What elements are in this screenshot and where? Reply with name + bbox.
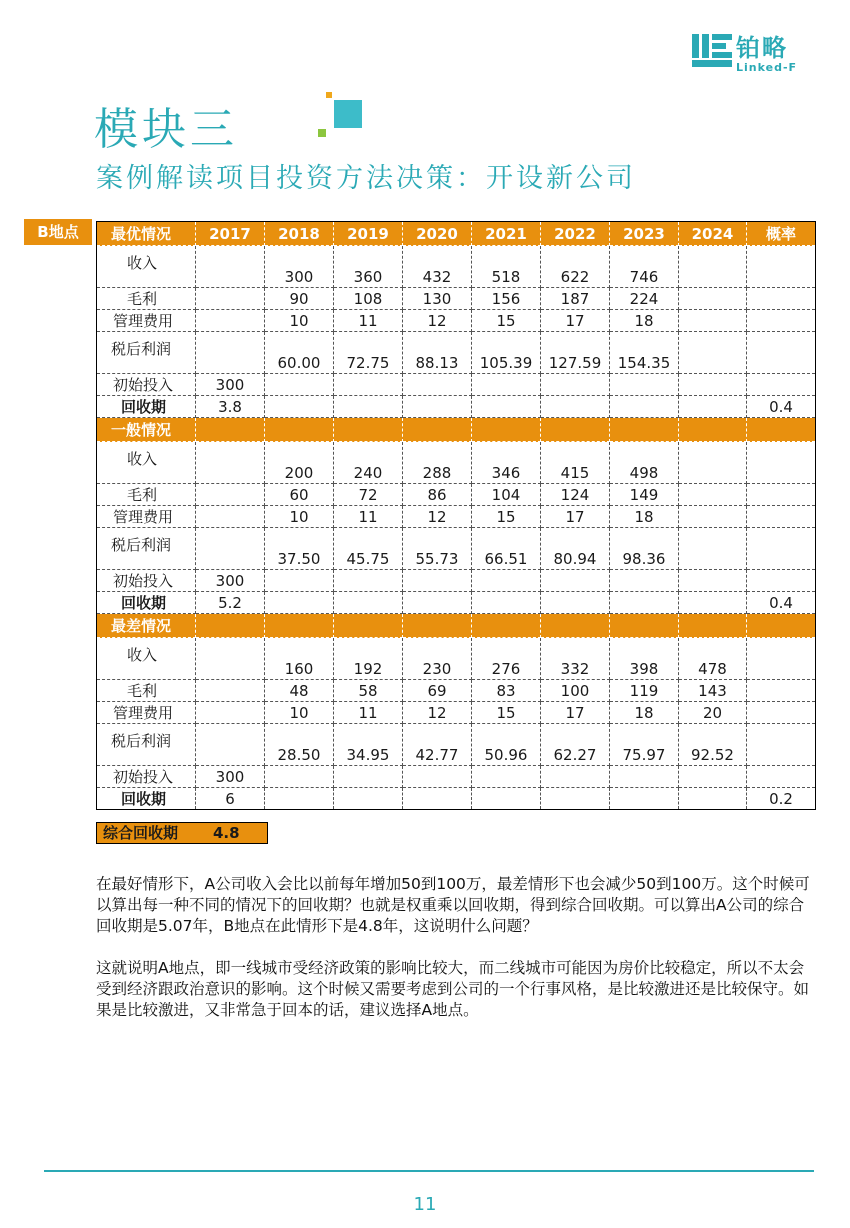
sub-title: 案例解读项目投资方法决策：开设新公司	[96, 163, 636, 194]
year-header	[472, 614, 541, 638]
value-cell: 60	[265, 484, 334, 506]
payback-value: 5.2	[196, 592, 265, 614]
empty-cell	[541, 592, 610, 614]
decor-square-teal	[334, 100, 362, 128]
location-label: B地点	[24, 219, 92, 245]
logo-text-en: Linked-F	[736, 61, 798, 74]
empty-cell	[472, 396, 541, 418]
value-cell	[679, 332, 747, 374]
value-cell	[196, 310, 265, 332]
value-cell: 15	[472, 702, 541, 724]
value-cell: 300	[196, 374, 265, 396]
year-header	[679, 614, 747, 638]
year-header: 2024	[679, 222, 747, 246]
empty-cell	[747, 484, 816, 506]
value-cell: 124	[541, 484, 610, 506]
value-cell	[679, 442, 747, 484]
combined-payback-label: 综合回收期	[103, 824, 179, 842]
empty-cell	[747, 724, 816, 766]
value-cell	[196, 638, 265, 680]
year-header	[610, 418, 679, 442]
empty-cell	[747, 374, 816, 396]
table-row	[97, 638, 816, 680]
value-cell: 15	[472, 310, 541, 332]
value-cell: 288	[403, 442, 472, 484]
value-cell: 12	[403, 310, 472, 332]
row-label: 收入	[97, 638, 196, 680]
value-cell: 55.73	[403, 528, 472, 570]
value-cell: 300	[265, 246, 334, 288]
value-cell: 12	[403, 506, 472, 528]
value-cell: 86	[403, 484, 472, 506]
value-cell: 50.96	[472, 724, 541, 766]
empty-cell	[610, 766, 679, 788]
empty-cell	[679, 766, 747, 788]
table-row	[97, 766, 816, 788]
year-header: 2018	[265, 222, 334, 246]
brand-logo	[692, 34, 812, 74]
empty-cell	[747, 310, 816, 332]
empty-cell	[265, 592, 334, 614]
year-header: 2019	[334, 222, 403, 246]
value-cell	[679, 528, 747, 570]
year-header	[265, 418, 334, 442]
value-cell: 62.27	[541, 724, 610, 766]
empty-cell	[403, 396, 472, 418]
empty-cell	[541, 396, 610, 418]
table-row	[97, 592, 816, 614]
value-cell	[679, 310, 747, 332]
row-label: 管理费用	[97, 702, 196, 724]
empty-cell	[679, 374, 747, 396]
empty-cell	[747, 702, 816, 724]
empty-cell	[265, 374, 334, 396]
empty-cell	[472, 570, 541, 592]
value-cell: 72	[334, 484, 403, 506]
value-cell: 100	[541, 680, 610, 702]
value-cell: 360	[334, 246, 403, 288]
paragraph-1: 在最好情形下，A公司收入会比以前每年增加50到100万，最差情形下也会减少50到100万。这个时候可以算出每一种不同的情况下的回收期？也就是权重乘以回收期，得到综合回收期。可以算出A公司的综合回收期是5.07年，B地点在此情形下是4.8年，这说明什么问题？	[96, 875, 810, 935]
row-label: 税后利润	[97, 332, 196, 374]
footer-divider	[44, 1170, 814, 1172]
empty-cell	[472, 374, 541, 396]
empty-cell	[334, 766, 403, 788]
section-title: 最优情况	[97, 222, 196, 246]
value-cell: 75.97	[610, 724, 679, 766]
empty-cell	[403, 374, 472, 396]
value-cell: 108	[334, 288, 403, 310]
section-header-row	[97, 418, 816, 442]
empty-cell	[747, 638, 816, 680]
empty-cell	[610, 374, 679, 396]
row-label: 毛利	[97, 484, 196, 506]
value-cell: 398	[610, 638, 679, 680]
value-cell: 17	[541, 702, 610, 724]
value-cell: 60.00	[265, 332, 334, 374]
row-label: 回收期	[97, 788, 196, 810]
table-row	[97, 288, 816, 310]
value-cell	[196, 702, 265, 724]
row-label: 初始投入	[97, 766, 196, 788]
table-row	[97, 484, 816, 506]
value-cell	[196, 528, 265, 570]
value-cell: 432	[403, 246, 472, 288]
empty-cell	[541, 788, 610, 810]
value-cell: 276	[472, 638, 541, 680]
value-cell: 90	[265, 288, 334, 310]
empty-cell	[747, 766, 816, 788]
value-cell: 18	[610, 702, 679, 724]
year-header: 2017	[196, 222, 265, 246]
row-label: 毛利	[97, 680, 196, 702]
value-cell: 224	[610, 288, 679, 310]
empty-cell	[403, 766, 472, 788]
value-cell: 48	[265, 680, 334, 702]
module-title: 模块三	[94, 104, 238, 155]
row-label: 初始投入	[97, 374, 196, 396]
value-cell	[196, 442, 265, 484]
value-cell: 15	[472, 506, 541, 528]
value-cell: 92.52	[679, 724, 747, 766]
section-title: 最差情况	[97, 614, 196, 638]
payback-value: 6	[196, 788, 265, 810]
empty-cell	[334, 570, 403, 592]
row-label: 收入	[97, 246, 196, 288]
value-cell: 746	[610, 246, 679, 288]
value-cell: 88.13	[403, 332, 472, 374]
payback-value: 3.8	[196, 396, 265, 418]
empty-cell	[679, 396, 747, 418]
value-cell: 105.39	[472, 332, 541, 374]
table-row	[97, 442, 816, 484]
value-cell	[679, 506, 747, 528]
year-header: 2022	[541, 222, 610, 246]
row-label: 管理费用	[97, 310, 196, 332]
value-cell: 11	[334, 702, 403, 724]
paragraph-2: 这就说明A地点，即一线城市受经济政策的影响比较大，而二线城市可能因为房价比较稳定，所以不太会受到经济跟政治意识的影响。这个时候又需要考虑到公司的一个行事风格，是比较激进还是比较保守。如果是比较激进，又非常急于回本的话，建议选择A地点。	[96, 959, 810, 1019]
year-header	[541, 614, 610, 638]
value-cell	[679, 288, 747, 310]
table-row	[97, 506, 816, 528]
value-cell	[196, 506, 265, 528]
empty-cell	[334, 592, 403, 614]
value-cell: 104	[472, 484, 541, 506]
value-cell	[679, 246, 747, 288]
empty-cell	[747, 246, 816, 288]
row-label: 收入	[97, 442, 196, 484]
year-header	[472, 418, 541, 442]
value-cell: 478	[679, 638, 747, 680]
year-header	[196, 418, 265, 442]
value-cell: 72.75	[334, 332, 403, 374]
empty-cell	[610, 570, 679, 592]
value-cell: 192	[334, 638, 403, 680]
value-cell: 346	[472, 442, 541, 484]
empty-cell	[747, 680, 816, 702]
probability-value: 0.2	[747, 788, 816, 810]
probability-header	[747, 418, 816, 442]
empty-cell	[679, 570, 747, 592]
value-cell	[196, 680, 265, 702]
table-row	[97, 702, 816, 724]
value-cell: 300	[196, 766, 265, 788]
value-cell	[196, 332, 265, 374]
table-row	[97, 528, 816, 570]
year-header	[265, 614, 334, 638]
probability-value: 0.4	[747, 396, 816, 418]
table-row	[97, 374, 816, 396]
value-cell: 154.35	[610, 332, 679, 374]
empty-cell	[610, 788, 679, 810]
value-cell	[679, 484, 747, 506]
year-header: 2020	[403, 222, 472, 246]
value-cell: 160	[265, 638, 334, 680]
empty-cell	[747, 528, 816, 570]
decor-square-green	[318, 129, 326, 137]
value-cell: 98.36	[610, 528, 679, 570]
value-cell: 45.75	[334, 528, 403, 570]
empty-cell	[747, 506, 816, 528]
row-label: 管理费用	[97, 506, 196, 528]
value-cell	[196, 246, 265, 288]
payback-table	[96, 221, 816, 810]
logo-text-cn: 铂略	[736, 34, 788, 62]
empty-cell	[334, 396, 403, 418]
value-cell: 518	[472, 246, 541, 288]
table-row	[97, 246, 816, 288]
row-label: 初始投入	[97, 570, 196, 592]
value-cell: 11	[334, 310, 403, 332]
value-cell: 200	[265, 442, 334, 484]
value-cell: 66.51	[472, 528, 541, 570]
year-header	[334, 418, 403, 442]
value-cell: 42.77	[403, 724, 472, 766]
value-cell: 230	[403, 638, 472, 680]
value-cell: 58	[334, 680, 403, 702]
value-cell: 28.50	[265, 724, 334, 766]
empty-cell	[265, 396, 334, 418]
empty-cell	[403, 592, 472, 614]
table-row	[97, 680, 816, 702]
empty-cell	[334, 788, 403, 810]
empty-cell	[610, 396, 679, 418]
value-cell: 127.59	[541, 332, 610, 374]
value-cell: 11	[334, 506, 403, 528]
empty-cell	[265, 788, 334, 810]
value-cell: 20	[679, 702, 747, 724]
probability-header: 概率	[747, 222, 816, 246]
value-cell: 34.95	[334, 724, 403, 766]
value-cell: 18	[610, 506, 679, 528]
table-row	[97, 310, 816, 332]
decor-square-orange	[326, 92, 332, 98]
table-row	[97, 788, 816, 810]
value-cell: 10	[265, 506, 334, 528]
row-label: 毛利	[97, 288, 196, 310]
year-header	[334, 614, 403, 638]
value-cell: 300	[196, 570, 265, 592]
value-cell	[196, 484, 265, 506]
year-header	[679, 418, 747, 442]
value-cell: 10	[265, 702, 334, 724]
value-cell: 156	[472, 288, 541, 310]
empty-cell	[403, 570, 472, 592]
section-title: 一般情况	[97, 418, 196, 442]
value-cell: 119	[610, 680, 679, 702]
value-cell: 240	[334, 442, 403, 484]
year-header: 2023	[610, 222, 679, 246]
empty-cell	[472, 766, 541, 788]
probability-value: 0.4	[747, 592, 816, 614]
value-cell: 83	[472, 680, 541, 702]
empty-cell	[747, 570, 816, 592]
value-cell: 12	[403, 702, 472, 724]
year-header	[610, 614, 679, 638]
row-label: 税后利润	[97, 724, 196, 766]
value-cell: 18	[610, 310, 679, 332]
empty-cell	[541, 570, 610, 592]
value-cell: 149	[610, 484, 679, 506]
section-header-row	[97, 614, 816, 638]
value-cell: 17	[541, 506, 610, 528]
empty-cell	[747, 442, 816, 484]
empty-cell	[265, 766, 334, 788]
value-cell: 143	[679, 680, 747, 702]
section-header-row	[97, 222, 816, 246]
table-row	[97, 332, 816, 374]
value-cell: 37.50	[265, 528, 334, 570]
year-header	[403, 614, 472, 638]
empty-cell	[679, 788, 747, 810]
combined-payback	[96, 822, 268, 844]
value-cell: 17	[541, 310, 610, 332]
page-number: 11	[413, 1194, 437, 1215]
empty-cell	[679, 592, 747, 614]
empty-cell	[472, 592, 541, 614]
empty-cell	[403, 788, 472, 810]
empty-cell	[265, 570, 334, 592]
row-label: 税后利润	[97, 528, 196, 570]
value-cell: 69	[403, 680, 472, 702]
empty-cell	[747, 288, 816, 310]
probability-header	[747, 614, 816, 638]
row-label: 回收期	[97, 396, 196, 418]
value-cell: 130	[403, 288, 472, 310]
empty-cell	[541, 374, 610, 396]
value-cell	[196, 724, 265, 766]
value-cell: 187	[541, 288, 610, 310]
year-header: 2021	[472, 222, 541, 246]
table-row	[97, 396, 816, 418]
empty-cell	[334, 374, 403, 396]
value-cell: 415	[541, 442, 610, 484]
value-cell: 332	[541, 638, 610, 680]
value-cell: 622	[541, 246, 610, 288]
year-header	[541, 418, 610, 442]
table-row	[97, 570, 816, 592]
empty-cell	[472, 788, 541, 810]
linked-f-logo-icon	[692, 34, 732, 72]
row-label: 回收期	[97, 592, 196, 614]
value-cell: 80.94	[541, 528, 610, 570]
empty-cell	[610, 592, 679, 614]
year-header	[403, 418, 472, 442]
value-cell: 498	[610, 442, 679, 484]
empty-cell	[747, 332, 816, 374]
empty-cell	[541, 766, 610, 788]
value-cell: 10	[265, 310, 334, 332]
value-cell	[196, 288, 265, 310]
combined-payback-value: 4.8	[213, 824, 240, 842]
year-header	[196, 614, 265, 638]
table-row	[97, 724, 816, 766]
